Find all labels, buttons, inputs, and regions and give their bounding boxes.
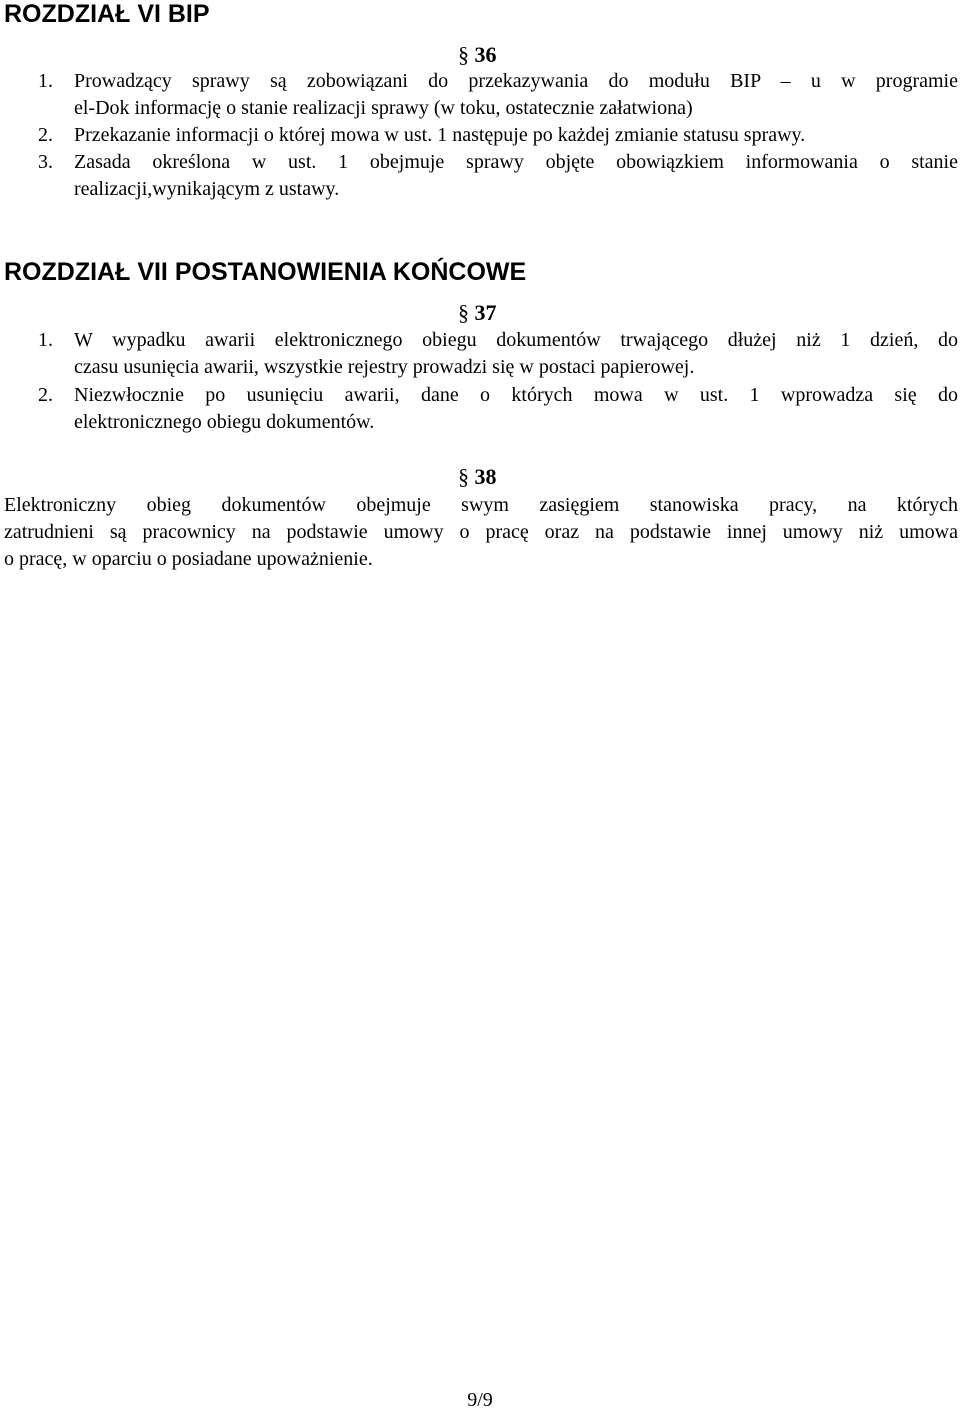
item-text [74,122,958,149]
section-sign-icon: § [458,42,469,67]
item-text [74,382,958,436]
paragraph-line: zatrudnieni są pracownicy na podstawie umowy o pracę oraz na podstawie innej umowy niż umowa [4,521,958,543]
chapter-6-heading: ROZDZIAŁ VI BIP [4,0,210,28]
item-line: realizacji,wynikającym z ustawy. [74,178,340,200]
item-line: W wypadku awarii elektronicznego obiegu dokumentów trwającego dłużej niż 1 dzień, do [74,329,958,351]
page-number: 9/9 [467,1389,493,1411]
item-number: 3. [38,151,53,173]
chapter-7-heading: ROZDZIAŁ VII POSTANOWIENIA KOŃCOWE [4,258,527,286]
item-line: Zasada określona w ust. 1 obejmuje sprawy objęte obowiązkiem informowania o stanie [74,151,958,173]
section-sign-icon: § [458,300,469,325]
paragraph-38-mark [458,464,497,490]
paragraph-36-mark [458,42,497,68]
item-text [74,149,958,203]
item-line: Prowadzący sprawy są zobowiązani do przekazywania do modułu BIP – u w programie [74,70,958,92]
item-line: Niezwłocznie po usunięciu awarii, dane o których mowa w ust. 1 wprowadza się do [74,384,958,406]
paragraph-37-mark [458,300,497,326]
paragraph-37-number: 37 [474,300,497,325]
item-line: czasu usunięcia awarii, wszystkie rejestry prowadzi się w postaci papierowej. [74,356,695,378]
item-line: Przekazanie informacji o której mowa w ust. 1 następuje po każdej zmianie statusu sprawy. [74,124,806,146]
paragraph-38-number: 38 [474,464,497,489]
item-number: 2. [38,384,53,406]
item-number: 2. [38,124,53,146]
item-line: el-Dok informację o stanie realizacji sprawy (w toku, ostatecznie załatwiona) [74,97,693,119]
paragraph-line: Elektroniczny obieg dokumentów obejmuje swym zasięgiem stanowiska pracy, na których [4,494,958,516]
item-text [74,68,958,122]
paragraph-38-text [4,492,958,573]
paragraph-line: o pracę, w oparciu o posiadane upoważnienie. [4,548,373,570]
item-text [74,327,958,381]
item-number: 1. [38,70,53,92]
paragraph-36-number: 36 [474,42,497,67]
section-sign-icon: § [458,464,469,489]
item-line: elektronicznego obiegu dokumentów. [74,411,375,433]
item-number: 1. [38,329,53,351]
